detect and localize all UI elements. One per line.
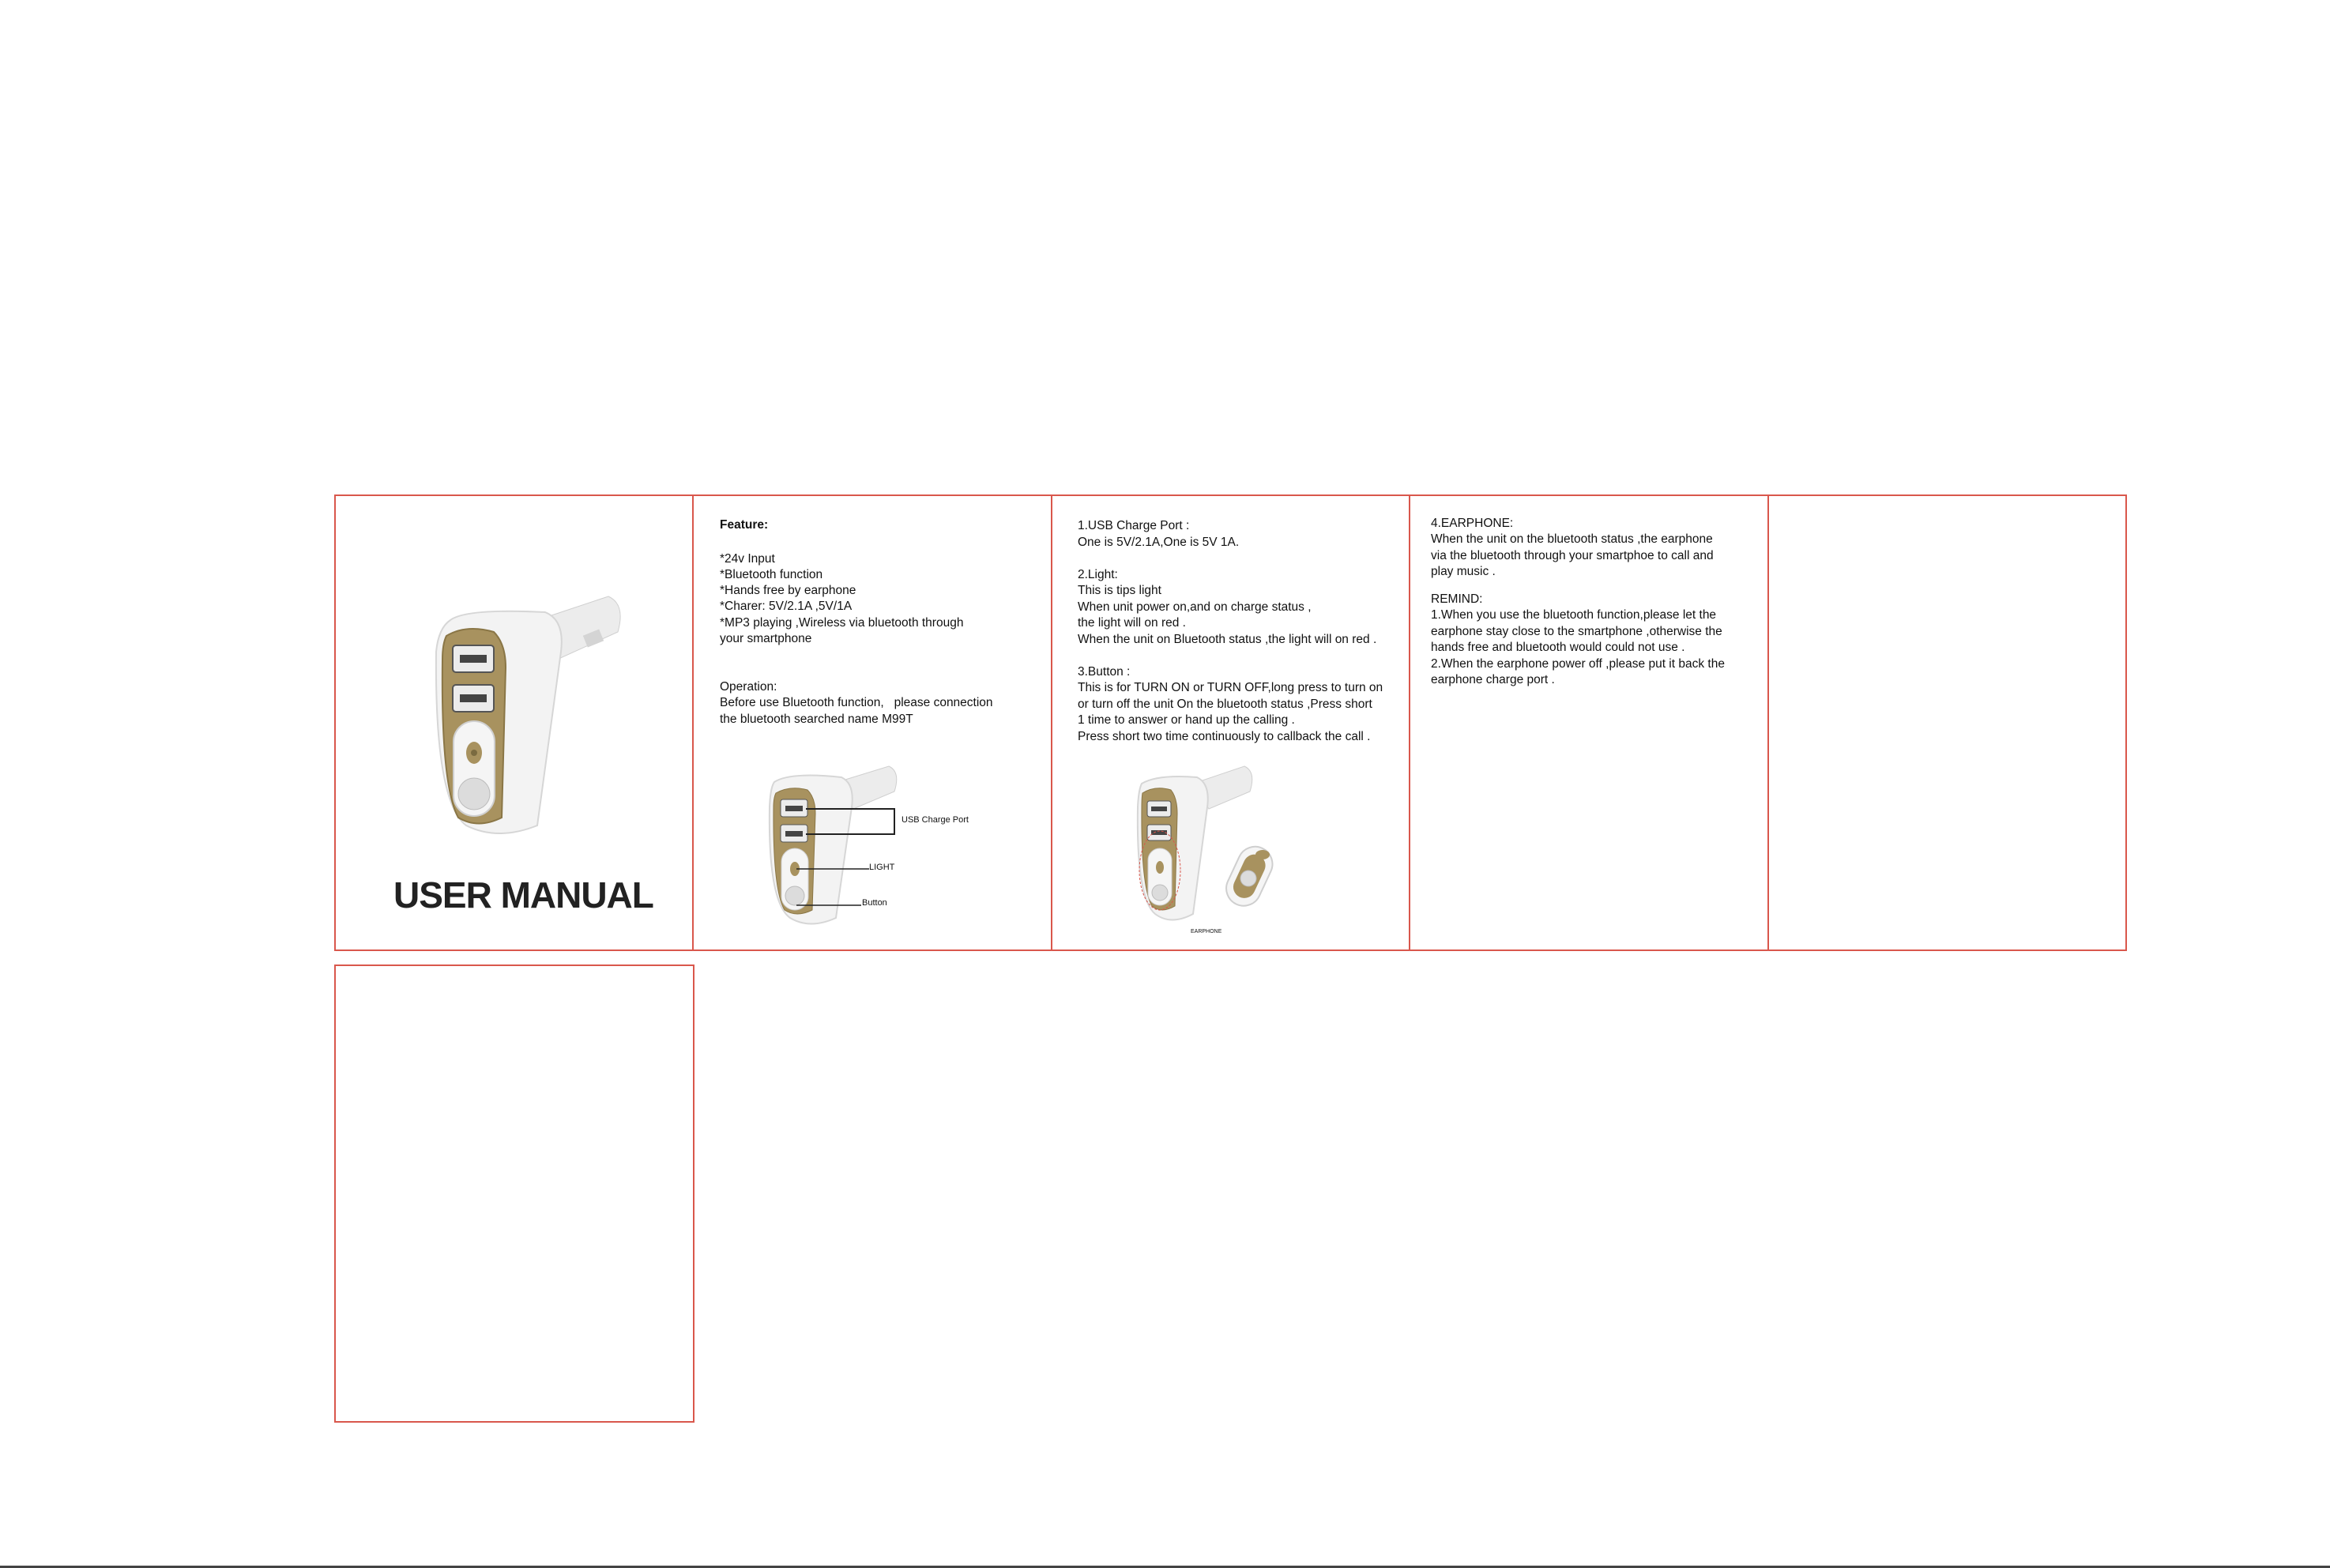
earphone-line: play music . xyxy=(1431,565,1496,578)
car-charger-image xyxy=(419,588,624,841)
feature-item: *Hands free by earphone xyxy=(720,584,856,597)
feature-heading: Feature: xyxy=(720,518,769,532)
usb-text: One is 5V/2.1A,One is 5V 1A. xyxy=(1078,536,1240,549)
feature-item: *Bluetooth function xyxy=(720,568,823,581)
cover-title: USER MANUAL xyxy=(393,874,653,916)
button-line: or turn off the unit On the bluetooth status ,Press short xyxy=(1078,698,1372,711)
usb-charge-port-label: USB Charge Port xyxy=(902,815,969,825)
light-label: LIGHT xyxy=(869,863,895,872)
button-line: Press short two time continuously to callback the call . xyxy=(1078,730,1371,743)
button-line: This is for TURN ON or TURN OFF,long press to turn on xyxy=(1078,681,1383,694)
remind-line: earphone stay close to the smartphone ,otherwise the xyxy=(1431,625,1722,638)
operation-line: the bluetooth searched name M99T xyxy=(720,713,913,726)
operation-line: Before use Bluetooth function, please connection xyxy=(720,696,993,709)
earphone-line: via the bluetooth through your smartphoe to call and xyxy=(1431,549,1714,562)
button-line: 1 time to answer or hand up the calling . xyxy=(1078,713,1295,727)
feature-item: your smartphone xyxy=(720,632,812,645)
remind-heading: REMIND: xyxy=(1431,592,1483,606)
remind-line: 1.When you use the bluetooth function,please let the xyxy=(1431,608,1717,622)
remind-line: 2.When the earphone power off ,please put it back the xyxy=(1431,657,1725,671)
remind-line: earphone charge port . xyxy=(1431,673,1555,686)
light-line: the light will on red . xyxy=(1078,616,1186,630)
blank-panel-right xyxy=(1767,494,2127,951)
button-label: Button xyxy=(862,898,887,908)
button-heading: 3.Button : xyxy=(1078,665,1131,679)
light-heading: 2.Light: xyxy=(1078,568,1118,581)
light-line: When unit power on,and on charge status , xyxy=(1078,600,1312,614)
earphone-heading: 4.EARPHONE: xyxy=(1431,517,1514,530)
earphone-caption: EARPHONE xyxy=(1191,929,1222,934)
feature-item: *Charer: 5V/2.1A ,5V/1A xyxy=(720,600,853,613)
remind-line: hands free and bluetooth would could not use . xyxy=(1431,641,1685,654)
feature-item: *MP3 playing ,Wireless via bluetooth through xyxy=(720,616,964,630)
usb-heading: 1.USB Charge Port : xyxy=(1078,519,1190,532)
feature-item: *24v Input xyxy=(720,552,775,566)
blank-panel-bottom xyxy=(334,964,694,1423)
light-line: This is tips light xyxy=(1078,584,1161,597)
light-line: When the unit on Bluetooth status ,the light will on red . xyxy=(1078,633,1377,646)
earphone-line: When the unit on the bluetooth status ,the earphone xyxy=(1431,532,1713,546)
operation-heading: Operation: xyxy=(720,680,777,694)
charger-with-earphone-image xyxy=(1130,760,1296,934)
